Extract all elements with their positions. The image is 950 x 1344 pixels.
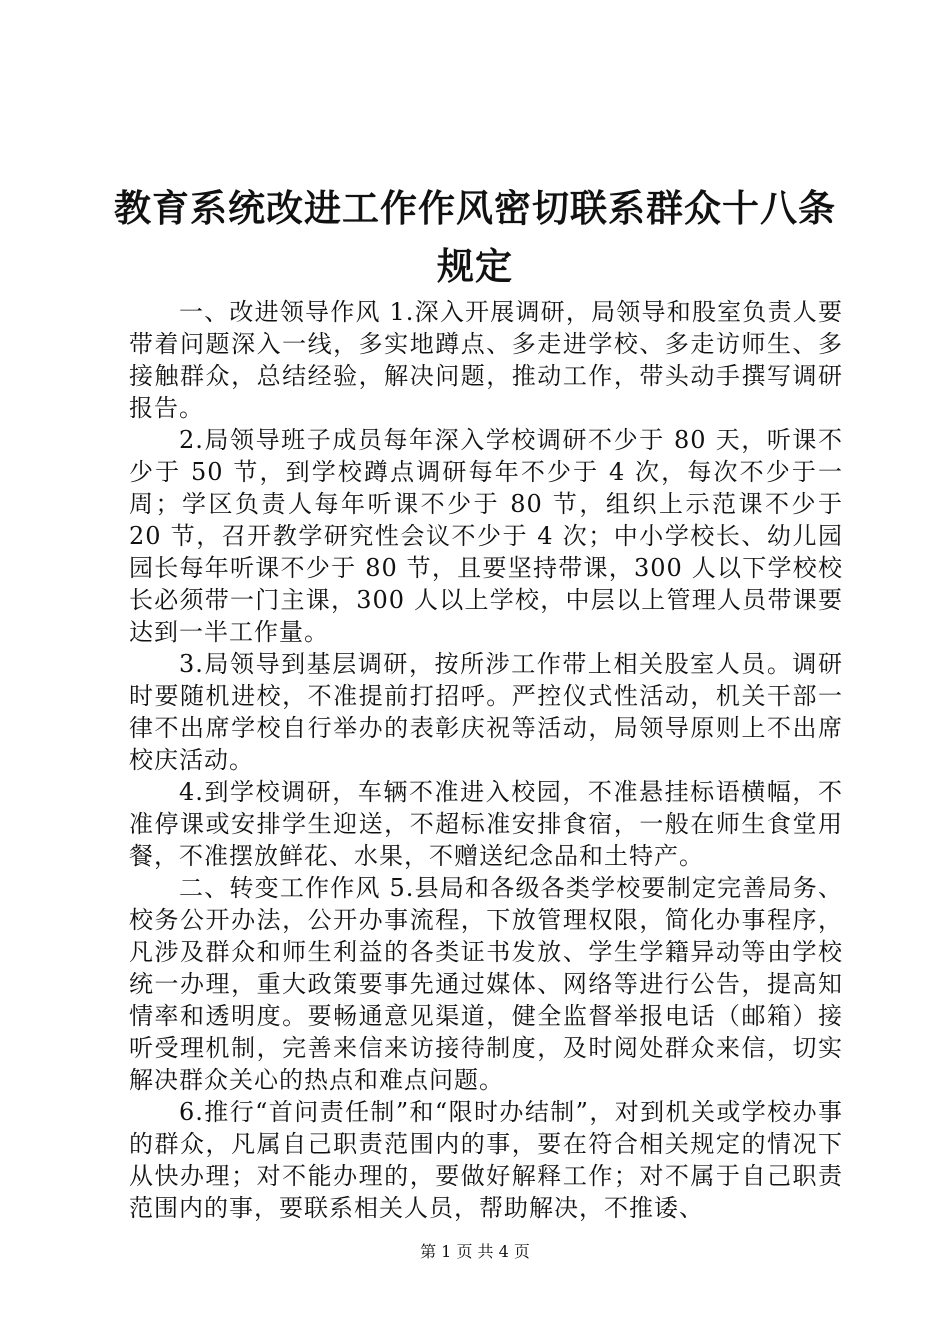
paragraph-6: 6.推行“首问责任制”和“限时办结制”，对到机关或学校办事的群众，凡属自己职责范围内的事，要在符合相关规定的情况下从快办理；对不能办理的，要做好解释工作；对不属于自己职责范围内的事，要联系相关人员，帮助解决，不推诿、	[129, 1098, 843, 1222]
paragraph-3: 3.局领导到基层调研，按所涉工作带上相关股室人员。调研时要随机进校，不准提前打招呼。严控仪式性活动，机关干部一律不出席学校自行举办的表彰庆祝等活动，局领导原则上不出席校庆活动。	[129, 650, 843, 774]
document-title: 教育系统改进工作作风密切联系群众十八条规定	[114, 187, 836, 288]
document-body	[129, 296, 843, 1224]
paragraph-2: 2.局领导班子成员每年深入学校调研不少于 80 天，听课不少于 50 节，到学校蹲点调研每年不少于 4 次，每次不少于一周；学区负责人每年听课不少于 80 节，组织上示范课不少于 20 节，召开教学研究性会议不少于 4 次；中小学校长、幼儿园园长每年听课不少于 80 节，且要坚持带课，300 人以下学校校长必须带一门主课，300 人以上学校，中层以上管理人员带课要达到一半工作量。	[129, 426, 843, 646]
paragraph-4: 4.到学校调研，车辆不准进入校园，不准悬挂标语横幅，不准停课或安排学生迎送，不超标准安排食宿，一般在师生食堂用餐，不准摆放鲜花、水果，不赠送纪念品和土特产。	[129, 778, 843, 870]
paragraph-5: 二、转变工作作风 5.县局和各级各类学校要制定完善局务、校务公开办法，公开办事流程，下放管理权限，简化办事程序，凡涉及群众和师生利益的各类证书发放、学生学籍异动等由学校统一办理，重大政策要事先通过媒体、网络等进行公告，提高知情率和透明度。要畅通意见渠道，健全监督举报电话（邮箱）接听受理机制，完善来信来访接待制度，及时阅处群众来信，切实解决群众关心的热点和难点问题。	[129, 874, 843, 1094]
page-number-footer: 第 1 页 共 4 页	[420, 1242, 530, 1261]
paragraph-1: 一、改进领导作风 1.深入开展调研，局领导和股室负责人要带着问题深入一线，多实地蹲点、多走进学校、多走访师生、多接触群众，总结经验，解决问题，推动工作，带头动手撰写调研报告。	[129, 298, 843, 422]
